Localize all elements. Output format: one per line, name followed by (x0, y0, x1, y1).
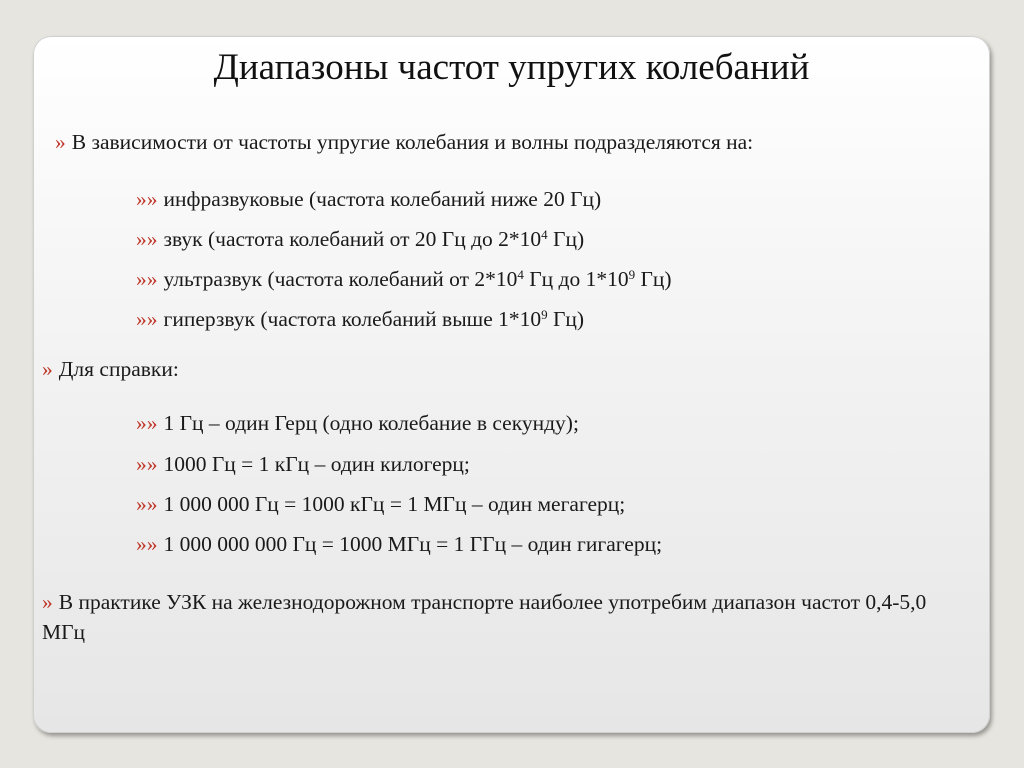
range-item-hypersound (136, 306, 584, 332)
range-text: Гц) (547, 227, 585, 251)
reference-text: 1000 Гц = 1 кГц – один килогерц; (163, 452, 470, 476)
bullet-marker: »» (136, 492, 158, 516)
range-exponent: 9 (628, 267, 636, 282)
range-text: звук (частота колебаний от 20 Гц до 2*10 (163, 227, 542, 251)
bullet-marker: »» (136, 411, 158, 435)
range-text: гиперзвук (частота колебаний выше 1*10 (163, 307, 542, 331)
bullet-marker: » (42, 590, 53, 614)
range-text: Гц) (547, 307, 585, 331)
intro-text: В зависимости от частоты упругие колебания и волны подразделяются на: (71, 130, 754, 154)
bullet-marker: » (55, 130, 66, 154)
bullet-marker: »» (136, 452, 158, 476)
conclusion-text: В практике УЗК на железнодорожном транспорте наиболее употребим диапазон частот 0,4-5,0 МГц (42, 590, 927, 644)
reference-text: 1 Гц – один Герц (одно колебание в секунду); (163, 411, 579, 435)
range-exponent: 9 (541, 307, 548, 322)
bullet-marker: »» (136, 532, 158, 556)
reference-item (136, 451, 470, 477)
conclusion-line (42, 587, 962, 647)
intro-line (55, 129, 753, 155)
slide (33, 36, 990, 733)
reference-heading-line (42, 356, 179, 382)
range-exponent: 4 (517, 267, 524, 282)
range-text: Гц до 1*10 (523, 267, 629, 291)
reference-item (136, 410, 579, 436)
bullet-marker: »» (136, 227, 158, 251)
range-text: ультразвук (частота колебаний от 2*10 (163, 267, 518, 291)
reference-text: 1 000 000 Гц = 1000 кГц = 1 МГц – один мегагерц; (163, 492, 626, 516)
bullet-marker: »» (136, 187, 158, 211)
bullet-marker: »» (136, 267, 158, 291)
reference-text: 1 000 000 000 Гц = 1000 МГц = 1 ГГц – один гигагерц; (163, 532, 663, 556)
bullet-marker: » (42, 357, 53, 381)
slide-title: Диапазоны частот упругих колебаний (213, 47, 810, 88)
reference-heading: Для справки: (58, 357, 179, 381)
range-text: Гц) (635, 267, 672, 291)
range-text: инфразвуковые (частота колебаний ниже 20 Гц) (163, 187, 602, 211)
reference-item (136, 491, 625, 517)
bullet-marker: »» (136, 307, 158, 331)
range-item-ultrasound (136, 266, 672, 292)
range-item-infrasound (136, 186, 601, 212)
range-item-sound (136, 226, 584, 252)
reference-item (136, 531, 662, 557)
range-exponent: 4 (541, 227, 548, 242)
